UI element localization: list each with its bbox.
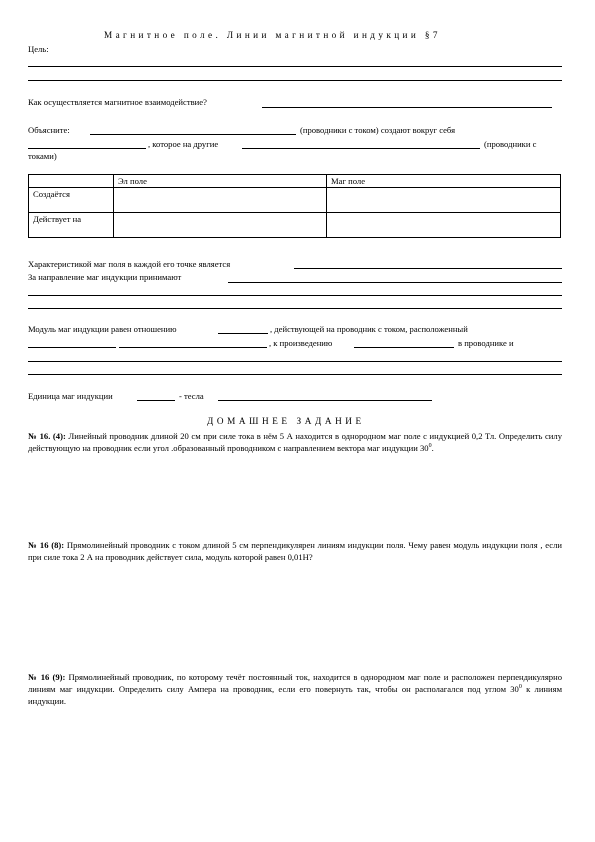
problem-3-degree: 0 <box>518 684 522 691</box>
table-row <box>29 188 561 213</box>
table-header-cell: Эл поле <box>114 175 327 188</box>
answer-blank-modulus-1 <box>218 333 268 334</box>
homework-title: ДОМАШНЕЕ ЗАДАНИЕ <box>207 416 365 426</box>
answer-blank-interaction <box>262 107 552 108</box>
modulus-text-1: Модуль маг индукции равен отношению <box>28 324 177 334</box>
table-row-label: Создаётся <box>29 188 114 213</box>
table-row-label: Действует на <box>29 213 114 238</box>
explain-text-2: (проводники с током) создают вокруг себя <box>300 125 456 135</box>
answer-blank-modulus-4 <box>354 347 454 348</box>
goal-label: Цель: <box>28 44 49 54</box>
question-interaction: Как осуществляется магнитное взаимодействие? <box>28 97 207 107</box>
problem-2-number: № 16 (8): <box>28 540 65 550</box>
answer-line <box>28 308 562 309</box>
answer-line <box>28 361 562 362</box>
explain-text-3: , которое на другие <box>148 139 219 149</box>
problem-1-text: Линейный проводник длиной 20 см при силе тока в нём 5 А находится в однородном маг поле с индукцией 0,2 Тл. Определить силу действующую на проводник если угол .образованный проводником с направлением вектора маг индукции 30 <box>28 431 562 453</box>
page-title: Магнитное поле. Линии магнитной индукции §7 <box>104 30 441 40</box>
problem-1-number: № 16. (4): <box>28 431 66 441</box>
goal-line-1 <box>28 66 562 67</box>
answer-blank-explain-1 <box>90 134 296 135</box>
table-cell-blank <box>327 188 561 213</box>
table-header-cell <box>29 175 114 188</box>
modulus-text-2: , действующей на проводник с током, расположенный <box>270 324 468 334</box>
table-header-cell: Маг поле <box>327 175 561 188</box>
answer-line <box>28 295 562 296</box>
answer-blank-unit-2 <box>218 400 432 401</box>
modulus-text-4: в проводнике и <box>458 338 514 348</box>
problem-2 <box>28 539 562 563</box>
answer-blank-unit-1 <box>137 400 175 401</box>
problem-3-number: № 16 (9): <box>28 672 66 682</box>
explain-label: Объясните: <box>28 125 70 135</box>
table-cell-blank <box>114 188 327 213</box>
table-cell-blank <box>114 213 327 238</box>
answer-blank-characteristic <box>294 268 562 269</box>
answer-blank-direction <box>228 282 562 283</box>
answer-blank-modulus-2 <box>28 347 116 348</box>
table-row <box>29 213 561 238</box>
problem-1 <box>28 430 562 454</box>
answer-line <box>28 374 562 375</box>
unit-text-2: - тесла <box>179 391 204 401</box>
explain-text-5: токами) <box>28 151 57 161</box>
problem-1-tail: . <box>431 443 434 453</box>
unit-text-1: Единица маг индукции <box>28 391 113 401</box>
comparison-table <box>28 174 561 238</box>
goal-line-2 <box>28 80 562 81</box>
answer-blank-explain-2 <box>28 148 146 149</box>
characteristic-text: Характеристикой маг поля в каждой его точке является <box>28 259 231 269</box>
explain-text-4: (проводники с <box>484 139 537 149</box>
answer-blank-modulus-3 <box>119 347 267 348</box>
table-header-row <box>29 175 561 188</box>
modulus-text-3: , к произведению <box>269 338 333 348</box>
problem-3 <box>28 671 562 707</box>
problem-2-text: Прямолинейный проводник с током длиной 5 см перпендикулярен линиям индукции поля. Чему равен модуль индукции поля , если при силе тока 2 А на проводник действует сила, модуль которой равен 0,01Н? <box>28 540 562 562</box>
table-cell-blank <box>327 213 561 238</box>
answer-blank-explain-3 <box>242 148 480 149</box>
problem-3-text: Прямолинейный проводник, по которому течёт постоянный ток, находится в однородном маг поле и расположен перпендикулярно линиям маг индукции. Определить силу Ампера на проводник, если его повернуть так, чтобы он располагался под углом 30 <box>28 672 562 694</box>
problem-3-tail: к линиям индукции. <box>28 684 563 706</box>
problem-1-degree: 0 <box>428 443 432 450</box>
direction-text: За направление маг индукции принимают <box>28 272 182 282</box>
